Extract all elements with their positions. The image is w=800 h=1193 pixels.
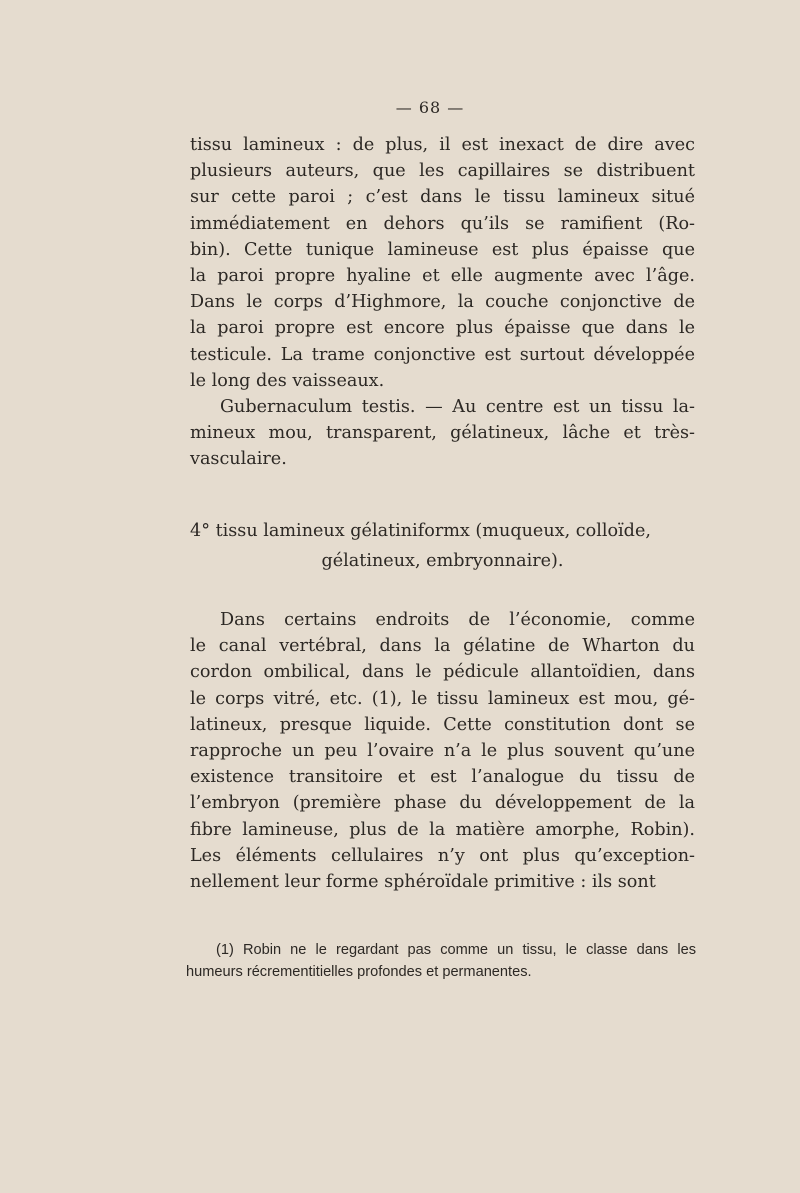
text-line: humeurs récrementitielles profondes et permanentes. — [186, 963, 532, 980]
text-line: bin). Cette tunique lamineuse est plus épaisse que — [190, 239, 695, 260]
text-line: cordon ombilical, dans le pédicule allantoïdien, dans — [190, 662, 695, 683]
section-heading — [190, 516, 695, 576]
text-line: le canal vertébral, dans la gélatine de Wharton du — [190, 636, 695, 657]
text-line: (1) Robin ne le regardant pas comme un tissu, le classe dans les — [216, 942, 696, 958]
text-line: la paroi propre hyaline et elle augmente avec l’âge. — [190, 265, 695, 286]
text-line: le corps vitré, etc. (1), le tissu lamineux est mou, gé- — [190, 688, 695, 709]
text-line: rapproche un peu l’ovaire n’a le plus souvent qu’une — [190, 740, 695, 761]
text-line: Dans le corps d’Highmore, la couche conjonctive de — [190, 292, 695, 313]
text-line: mineux mou, transparent, gélatineux, lâche et très- — [190, 423, 695, 444]
footnote — [186, 940, 696, 983]
text-line: testicule. La trame conjonctive est surtout développée — [190, 344, 695, 365]
paragraph-1-lines — [190, 132, 695, 394]
text-line: Gubernaculum testis. — Au centre est un tissu la- — [220, 397, 695, 417]
text-line: la paroi propre est encore plus épaisse que dans le — [190, 318, 695, 339]
page-number: — 68 — — [395, 98, 465, 117]
text-line: Les éléments cellulaires n’y ont plus qu’exception- — [190, 845, 695, 866]
text-line: existence transitoire et est l’analogue du tissu de — [190, 767, 695, 788]
text-line: sur cette paroi ; c’est dans le tissu lamineux situé — [190, 187, 695, 208]
text-line: fibre lamineuse, plus de la matière amorphe, Robin). — [190, 819, 695, 840]
section-heading-line-1: 4° tissu lamineux gélatiniformx (muqueux, colloïde, — [190, 521, 651, 541]
text-line: nellement leur forme sphéroïdale primitive : ils sont — [190, 871, 656, 892]
text-line: Dans certains endroits de l’économie, comme — [220, 610, 695, 630]
text-line: l’embryon (première phase du développement de la — [190, 793, 695, 814]
paragraph-3-lines — [190, 607, 695, 895]
text-line: tissu lamineux : de plus, il est inexact de dire avec — [190, 135, 695, 155]
paragraph-2-lines — [190, 394, 695, 473]
text-line: plusieurs auteurs, que les capillaires se distribuent — [190, 161, 695, 182]
text-line: le long des vaisseaux. — [190, 370, 385, 391]
section-heading-line-2: gélatineux, embryonnaire). — [321, 551, 564, 571]
text-line: immédiatement en dehors qu’ils se ramifient (Ro- — [190, 213, 695, 234]
text-line: vasculaire. — [190, 449, 287, 470]
text-line: latineux, presque liquide. Cette constitution dont se — [190, 714, 695, 735]
